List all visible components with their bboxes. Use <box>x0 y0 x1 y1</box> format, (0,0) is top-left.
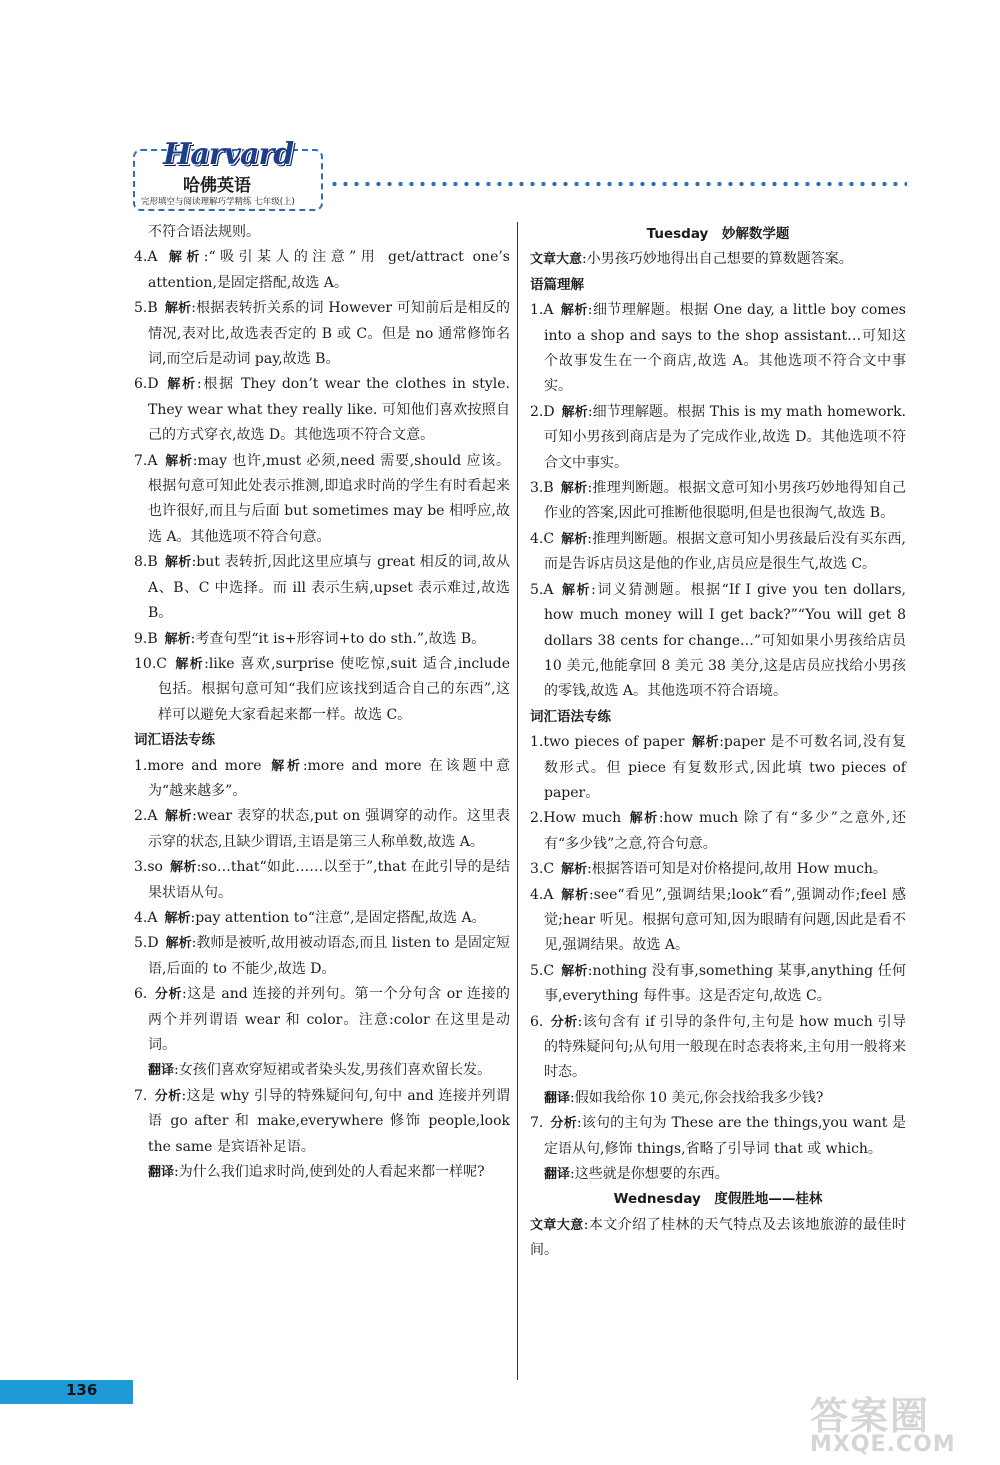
summary-text: :本文介绍了桂林的天气特点及去该地旅游的最佳时间。 <box>530 1216 906 1259</box>
section-heading: 语篇理解 <box>530 276 584 293</box>
answer-label: 解析 <box>628 811 659 827</box>
answer-text: :这是 why 引导的特殊疑问句,句中 and 连接并列谓语 go after 和 make,everywhere 修饰 people,look the same 是宾语补足语。 <box>148 1087 510 1155</box>
answer-label: 解析 <box>165 936 192 952</box>
translation-label: 翻译 <box>544 1090 571 1106</box>
watermark-bottom: MXQE.COM <box>810 1432 956 1457</box>
answer-item <box>134 754 510 805</box>
answer-item <box>530 400 906 476</box>
answer-label: 解析 <box>164 301 192 317</box>
answer-item <box>530 527 906 578</box>
answer-label: 解析 <box>165 377 197 393</box>
answer-text: :该句含有 if 引导的条件句,主句是 how much 引导的特殊疑问句;从句用一般现在时态表将来,主句用一般将来时态。 <box>544 1013 906 1081</box>
answer-number: 3.B <box>530 480 554 497</box>
translation-text: :为什么我们追求时尚,使到处的人看起来都一样呢? <box>174 1164 485 1181</box>
column-divider <box>517 222 518 1380</box>
answer-item <box>134 1084 510 1160</box>
answer-number: 6. <box>134 986 148 1003</box>
answer-text: :根据答语可知是对价格提问,故用 How much。 <box>587 861 887 878</box>
answer-text: :more and more 在该题中意为“越来越多”。 <box>148 757 510 799</box>
answer-number: 4.A <box>134 249 158 266</box>
right-column <box>530 222 906 1264</box>
answer-item <box>134 804 510 855</box>
passage-title: Wednesday 度假胜地——桂林 <box>613 1191 823 1208</box>
answer-item <box>134 855 510 906</box>
answer-item <box>134 296 510 372</box>
answer-text: :考查句型“it is+形容词+to do sth.”,故选 B。 <box>190 630 486 647</box>
answer-label: 解析 <box>561 963 588 979</box>
answer-item <box>134 982 510 1058</box>
translation-label: 翻译 <box>148 1063 175 1079</box>
answer-label: 解析 <box>560 481 588 497</box>
answer-item <box>134 550 510 626</box>
watermark-top: 答案圈 <box>810 1394 931 1438</box>
answer-item <box>530 1111 906 1162</box>
answer-number: 7.A <box>134 452 158 469</box>
translation-label: 翻译 <box>148 1165 175 1181</box>
answer-label: 解析 <box>164 555 192 571</box>
harvard-logo <box>133 137 323 211</box>
page-number: 136 <box>66 1381 98 1399</box>
answer-text: :how much 除了有“多少”之意外,还有“多少钱”之意,符合句意。 <box>544 810 906 852</box>
answer-label: 解析 <box>164 250 204 266</box>
answer-label: 解析 <box>560 303 588 319</box>
answer-text: :推理判断题。根据文意可知小男孩最后没有买东西,而是告诉店员这是他的作业,店员应是很生气,故选 C。 <box>544 530 906 573</box>
answer-item <box>134 449 510 551</box>
answer-text: :细节理解题。根据 This is my math homework. 可知小男孩到商店是为了完成作业,故选 D。其他选项不符合文中事实。 <box>544 403 906 471</box>
answer-text: :may 也许,must 必须,need 需要,should 应该。根据句意可知此处表示推测,即追求时尚的学生有时看起来也许很好,而且与后面 but sometimes may be 相呼应,故选 A。其他选项不符合句意。 <box>148 452 510 545</box>
answer-number: 8.B <box>134 554 158 571</box>
answer-item <box>134 372 510 448</box>
answer-number: 4.A <box>530 886 554 903</box>
answer-number: 4.C <box>530 530 555 547</box>
answer-text: :根据表转折关系的词 However 可知前后是相反的情况,表对比,故选表否定的 B 或 C。但是 no 通常修饰名词,而空后是动词 pay,故选 B。 <box>148 300 510 368</box>
answer-number: 4.A <box>134 909 158 926</box>
answer-number: 1.two pieces of paper <box>530 734 685 751</box>
answer-number: 3.C <box>530 861 555 878</box>
translation-text: :这些就是你想要的东西。 <box>570 1166 729 1183</box>
answer-text: :这是 and 连接的并列句。第一个分句含 or 连接的两个并列谓语 wear 和 color。注意:color 在这里是动词。 <box>148 986 510 1053</box>
left-column <box>134 220 510 1185</box>
answer-item <box>530 806 906 857</box>
answer-item <box>530 298 906 400</box>
translation-text: :假如我给你 10 美元,你会找给我多少钱? <box>570 1089 824 1106</box>
summary-label: 文章大意 <box>530 252 583 268</box>
answer-text: :paper 是不可数名词,没有复数形式。但 piece 有复数形式,因此填 two pieces of paper。 <box>544 734 906 801</box>
answer-label: 分析 <box>154 987 182 1003</box>
passage-title: Tuesday 妙解数学题 <box>646 226 790 242</box>
answer-label: 解析 <box>173 656 205 672</box>
answer-item <box>134 652 510 728</box>
answer-item <box>530 857 906 882</box>
answer-text: :词义猜测题。根据“If I give you ten dollars, how much money will I get back?”“You will get 8 dollars 38 cents for change…”可知如果小男孩给店员 10 美元,他能拿回 8 美元 38 美分,这是店员应找给小男孩的零钱,故选 A。其他选项不符合语境。 <box>544 581 906 700</box>
logo-chinese-title: 哈佛英语 <box>183 176 251 196</box>
answer-label: 解析 <box>164 809 193 825</box>
answer-text: :so…that“如此……以至于”,that 在此引导的是结果状语从句。 <box>148 859 510 901</box>
answer-item <box>134 627 510 652</box>
answer-text: :“吸引某人的注意”用 get/attract one’s attention,是固定搭配,故选 A。 <box>148 249 510 291</box>
answer-text: :nothing 没有事,something 某事,anything 任何事,everything 每件事。这是否定句,故选 C。 <box>544 962 906 1005</box>
answer-number: 2.A <box>134 808 158 825</box>
logo-title: Harvard <box>163 137 294 172</box>
answer-label: 解析 <box>164 453 193 469</box>
answer-text: :wear 表穿的状态,put on 强调穿的动作。这里表示穿的状态,且缺少谓语,主语是第三人称单数,故选 A。 <box>148 808 510 850</box>
answer-label: 解析 <box>561 404 588 420</box>
section-heading: 词汇语法专练 <box>134 732 215 749</box>
translation <box>134 1058 510 1083</box>
answer-number: 7. <box>530 1115 544 1132</box>
answer-number: 6. <box>530 1013 544 1030</box>
translation <box>530 1162 906 1187</box>
answer-text: :细节理解题。根据 One day, a little boy comes into a shop and says to the shop assistant…可知这个故事发生在一个商店,故选 A。其他选项不符合文中事实。 <box>544 302 906 395</box>
translation-label: 翻译 <box>544 1167 571 1183</box>
answer-label: 解析 <box>164 631 191 647</box>
answer-text: :but 表转折,因此这里应填与 great 相反的词,故从 A、B、C 中选择。而 ill 表示生病,upset 表示难过,故选 B。 <box>148 554 510 622</box>
answer-text: :pay attention to“注意”,是固定搭配,故选 A。 <box>190 909 486 926</box>
answer-number: 5.A <box>530 581 554 598</box>
translation-text: :女孩们喜欢穿短裙或者染头发,男孩们喜欢留长发。 <box>174 1062 492 1079</box>
answer-number: 5.D <box>134 935 159 952</box>
answer-item <box>134 245 510 296</box>
answer-label: 分析 <box>550 1014 578 1030</box>
answer-item <box>530 578 906 705</box>
answer-label: 解析 <box>164 910 191 926</box>
answer-item <box>134 906 510 931</box>
passage-summary <box>530 247 906 272</box>
answer-number: 3.so <box>134 859 163 876</box>
answer-number: 5.C <box>530 962 555 979</box>
answer-label: 解析 <box>560 582 592 598</box>
answer-label: 分析 <box>550 1116 577 1132</box>
answer-number: 6.D <box>134 376 159 393</box>
answer-item <box>530 959 906 1010</box>
page-header <box>133 137 913 212</box>
answer-item <box>530 1010 906 1086</box>
answer-number: 2.D <box>530 403 555 420</box>
answer-item <box>530 883 906 959</box>
answer-item <box>530 476 906 527</box>
watermark <box>810 1385 990 1460</box>
answer-number: 1.more and more <box>134 757 262 774</box>
summary-text: :小男孩巧妙地得出自己想要的算数题答案。 <box>582 251 853 268</box>
answer-text: :教师是被听,故用被动语态,而且 listen to 是固定短语,后面的 to 不能少,故选 D。 <box>148 935 510 977</box>
answer-text: :like 喜欢,surprise 使吃惊,suit 适合,include 包括。根据句意可知“我们应该找到适合自己的东西”,这样可以避免大家看起来都一样。故选 C。 <box>158 655 510 723</box>
answer-number: 5.B <box>134 300 158 317</box>
section-heading: 词汇语法专练 <box>530 708 611 725</box>
passage-summary <box>530 1213 906 1264</box>
answer-text: :根据 They don’t wear the clothes in style. They wear what they really like. 可知他们喜欢按照自己的方式穿衣,故选 D。其他选项不符合文意。 <box>148 376 510 444</box>
answer-item <box>530 730 906 806</box>
answer-label: 解析 <box>169 860 197 876</box>
summary-label: 文章大意 <box>530 1217 584 1233</box>
logo-subtitle: 完形填空与阅读理解巧学精练 七年级(上) <box>141 197 295 207</box>
answer-number: 10.C <box>134 655 167 672</box>
answer-label: 解析 <box>560 887 589 903</box>
answer-label: 解析 <box>561 531 588 547</box>
translation <box>134 1160 510 1185</box>
answer-item <box>134 931 510 982</box>
answer-text: :see“看见”,强调结果;look“看”,强调动作;feel 感觉;hear 听见。根据句意可知,因为眼睛有问题,因此是看不见,强调结果。故选 A。 <box>544 886 906 954</box>
translation <box>530 1086 906 1111</box>
answer-number: 9.B <box>134 630 158 647</box>
answer-text: :推理判断题。根据文意可知小男孩巧妙地得知自己作业的答案,因此可推断他很聪明,但是也很淘气,故选 B。 <box>544 480 906 522</box>
answer-number: 2.How much <box>530 810 622 827</box>
answer-text: :该句的主句为 These are the things,you want 是定语从句,修饰 things,省略了引导词 that 或 which。 <box>544 1115 906 1157</box>
answer-label: 分析 <box>154 1088 182 1104</box>
answer-continuation: 不符合语法规则。 <box>148 224 260 240</box>
answer-label: 解析 <box>268 758 303 774</box>
dotted-rule <box>329 181 907 187</box>
answer-label: 解析 <box>691 735 720 751</box>
answer-number: 7. <box>134 1087 148 1104</box>
answer-number: 1.A <box>530 302 554 319</box>
answer-label: 解析 <box>561 862 588 878</box>
